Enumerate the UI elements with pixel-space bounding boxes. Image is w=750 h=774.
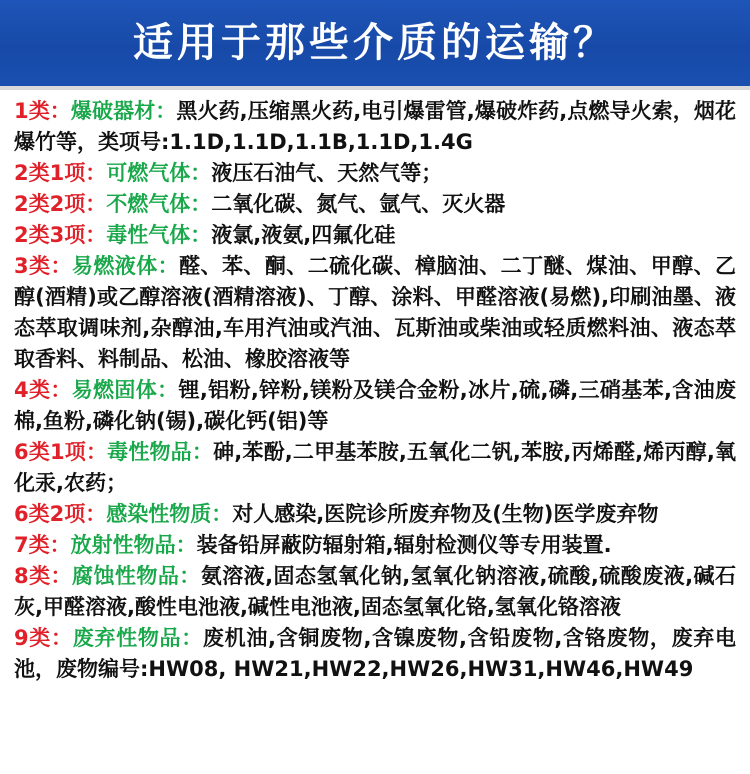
class-description: 液氯,液氨,四氟化硅: [211, 223, 396, 247]
class-name: 易燃固体：: [71, 378, 179, 402]
list-item: [14, 561, 736, 623]
category-label: 2类3项：: [14, 223, 107, 247]
category-label: 6类1项：: [14, 440, 108, 464]
list-item: [14, 530, 736, 561]
page-title: 适用于那些介质的运输？: [133, 19, 617, 66]
class-description: 废机油,含铜废物,含镍废物,含铅废物,含铬废物，废弃电池，废物编号:HW08, HW21,HW22,HW26,HW31,HW46,HW49: [14, 626, 736, 681]
list-item: [14, 189, 736, 220]
category-label: 9类：: [14, 626, 73, 650]
list-item: [14, 96, 736, 158]
header-banner: [0, 0, 750, 90]
class-name: 不燃气体：: [106, 192, 212, 216]
class-description: 氨溶液,固态氢氧化钠,氢氧化钠溶液,硫酸,硫酸废液,碱石灰,甲醛溶液,酸性电池液,碱性电池液,固态氢氧化铬,氢氧化铬溶液: [14, 564, 736, 619]
class-name: 爆破器材：: [70, 99, 177, 123]
class-description: 对人感染,医院诊所废弃物及(生物)医学废弃物: [232, 502, 659, 526]
class-description: 砷,苯酚,二甲基苯胺,五氧化二钒,苯胺,丙烯醛,烯丙醇,氧化汞,农药；: [14, 440, 737, 495]
class-name: 毒性物品：: [107, 440, 214, 464]
class-name: 毒性气体：: [106, 223, 212, 247]
class-description: 二氧化碳、氮气、氩气、灭火器: [211, 192, 506, 216]
class-name: 腐蚀性物品：: [72, 564, 201, 588]
category-label: 2类1项：: [14, 161, 107, 185]
list-item: [14, 158, 736, 189]
class-description: 锂,铝粉,锌粉,镁粉及镁合金粉,冰片,硫,磷,三硝基苯,含油废棉,鱼粉,磷化钠(锡),碳化钙(铝)等: [14, 378, 736, 433]
class-description: 液压石油气、天然气等；: [211, 161, 443, 185]
class-name: 易燃液体：: [71, 254, 180, 278]
class-name: 放射性物品：: [70, 533, 197, 557]
list-item: [14, 251, 736, 375]
category-label: 1类：: [14, 99, 71, 123]
category-label: 4类：: [14, 378, 72, 402]
list-item: [14, 499, 736, 530]
class-description: 装备铅屏蔽防辐射箱,辐射检测仪等专用装置.: [196, 533, 612, 557]
list-item: [14, 220, 736, 251]
category-label: 2类2项：: [14, 192, 107, 216]
class-name: 可燃气体：: [106, 161, 212, 185]
hazard-class-list: [0, 90, 750, 685]
category-label: 6类2项：: [14, 502, 107, 526]
list-item: [14, 375, 736, 437]
category-label: 8类：: [14, 564, 72, 588]
list-item: [14, 623, 736, 685]
class-name: 废弃性物品：: [72, 626, 203, 650]
class-description: 黑火药,压缩黑火药,电引爆雷管,爆破炸药,点燃导火索，烟花爆竹等，类项号:1.1D,1.1D,1.1B,1.1D,1.4G: [14, 99, 736, 154]
list-item: [14, 437, 736, 499]
category-label: 3类：: [14, 254, 72, 278]
class-name: 感染性物质：: [106, 502, 233, 526]
class-description: 醛、苯、酮、二硫化碳、樟脑油、二丁醚、煤油、甲醇、乙醇(酒精)或乙醇溶液(酒精溶液)、丁醇、涂料、甲醛溶液(易燃),印刷油墨、液态萃取调味剂,杂醇油,车用汽油或汽油、瓦斯油或柴油或轻质燃料油、液态萃取香料、料制品、松油、橡胶溶液等: [14, 254, 736, 371]
category-label: 7类：: [14, 533, 71, 557]
